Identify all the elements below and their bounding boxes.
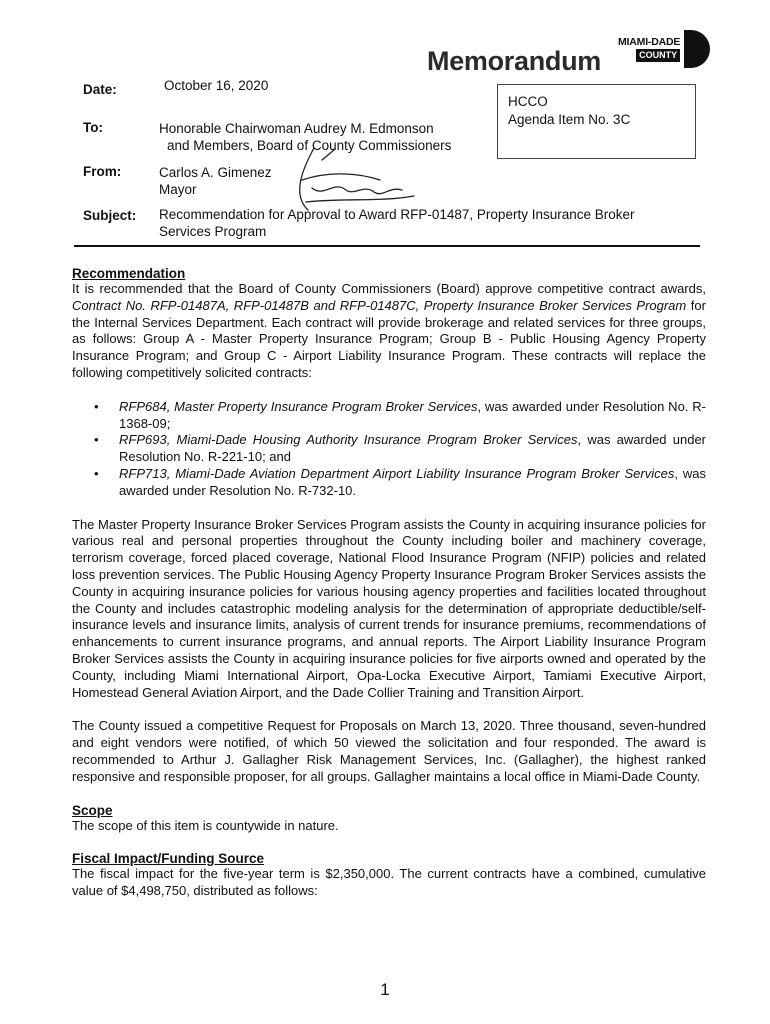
recommendation-text-a: It is recommended that the Board of County Commissioners (Board) approve competitive contract awards, [72,281,706,296]
replaced-contracts-list [72,399,706,500]
contract-detail: , was awarded under Resolution No. R-1368-09; [119,398,706,431]
logo-bottom-text: COUNTY [636,49,680,62]
logo-d-shape [684,30,710,68]
solicitation-paragraph: The County issued a competitive Request for Proposals on March 13, 2020. Three thousand, seven-hundred and eight vendors were notified, of which 50 viewed the solicitation and four responded. The award is recommended to Arthur J. Gallagher Risk Management Services, Inc. (Gallagher), the highest ranked responsive and responsible proposer, for all groups. Gallagher maintains a local office in Miami-Dade County. [72,718,706,784]
contract-name: RFP684, Master Property Insurance Program Broker Services [119,398,478,414]
agenda-item-box [497,84,696,159]
fiscal-heading: Fiscal Impact/Funding Source [72,851,265,867]
to-label: To: [83,120,103,135]
memo-body [72,266,706,900]
list-item [72,399,706,433]
recommendation-paragraph [72,281,706,382]
miami-dade-county-logo [618,30,710,68]
contract-detail: , was awarded under Resolution No. R-732-10. [119,465,706,498]
agenda-item-line: Agenda Item No. 3C [508,112,631,127]
recommendation-heading: Recommendation [72,266,186,281]
recommendation-text-c: for the Internal Services Department. Each contract will provide brokerage and related services for three groups, as follows: Group A - Master Property Insurance Program; Group B - Public Housing Agency Property Insurance Program; and Group C - Airport Liability Insurance Program. These contracts will replace the following competitively solicited contracts: [72,297,706,380]
to-line-2: and Members, Board of County Commissioners [167,138,452,153]
from-label: From: [83,164,122,179]
from-value [159,164,272,198]
date-value: October 16, 2020 [164,78,269,93]
subject-line-2: Services Program [159,224,267,239]
subject-value [159,206,679,240]
from-line-2: Mayor [159,182,197,197]
contract-detail: , was awarded under Resolution No. R-221-10; and [119,432,707,465]
fiscal-text: The fiscal impact for the five-year term is $2,350,000. The current contracts have a combined, cumulative value of $4,498,750, distributed as follows: [72,866,706,899]
bullet-icon: • [94,398,99,414]
programs-paragraph: The Master Property Insurance Broker Services Program assists the County in acquiring insurance policies for various real and personal properties throughout the County including boiler and machinery coverage, terrorism coverage, forced placed coverage, National Flood Insurance Program (NFIP) policies and related loss prevention services. The Public Housing Agency Property Insurance Program Broker Services assists the County in acquiring insurance policies for various housing agency properties and facilities located throughout the County and includes catastrophic modeling analysis for the determination of appropriate deductible/self-insurance levels and insurance limits, analysis of current trends for insurance premiums, recommendations of enhancements to current insurance programs, and annual reports. The Airport Liability Insurance Program Broker Services assists the County in acquiring insurance policies for five airports owned and operated by the County, including Miami International Airport, Opa-Locka Executive Airport, Tamiami Executive Airport, Homestead General Aviation Airport, and the Dade Collier Training and Transition Airport. [72,516,706,700]
subject-line-1: Recommendation for Approval to Award RFP-01487, Property Insurance Broker [159,207,635,222]
recommendation-text-b: Contract No. RFP-01487A, RFP-01487B and RFP-01487C, Property Insurance Broker Services Program [72,297,687,313]
subject-label: Subject: [83,208,137,223]
date-label: Date: [83,82,117,97]
from-line-1: Carlos A. Gimenez [159,165,272,180]
memorandum-title: Memorandum [427,46,602,76]
contract-name: RFP693, Miami-Dade Housing Authority Insurance Program Broker Services [119,432,578,448]
page-number: 1 [380,980,390,999]
scope-text: The scope of this item is countywide in nature. [72,817,339,833]
hcco-line: HCCO [508,94,548,109]
logo-top-text: MIAMI-DADE [618,35,681,48]
header-divider [74,245,700,247]
scope-heading: Scope [72,802,113,818]
bullet-icon: • [94,465,99,481]
contract-name: RFP713, Miami-Dade Aviation Department Airport Liability Insurance Program Broker Services [119,465,675,481]
to-line-1: Honorable Chairwoman Audrey M. Edmonson [159,121,434,136]
list-item [72,466,706,500]
bullet-icon: • [94,432,99,448]
list-item [72,432,706,466]
